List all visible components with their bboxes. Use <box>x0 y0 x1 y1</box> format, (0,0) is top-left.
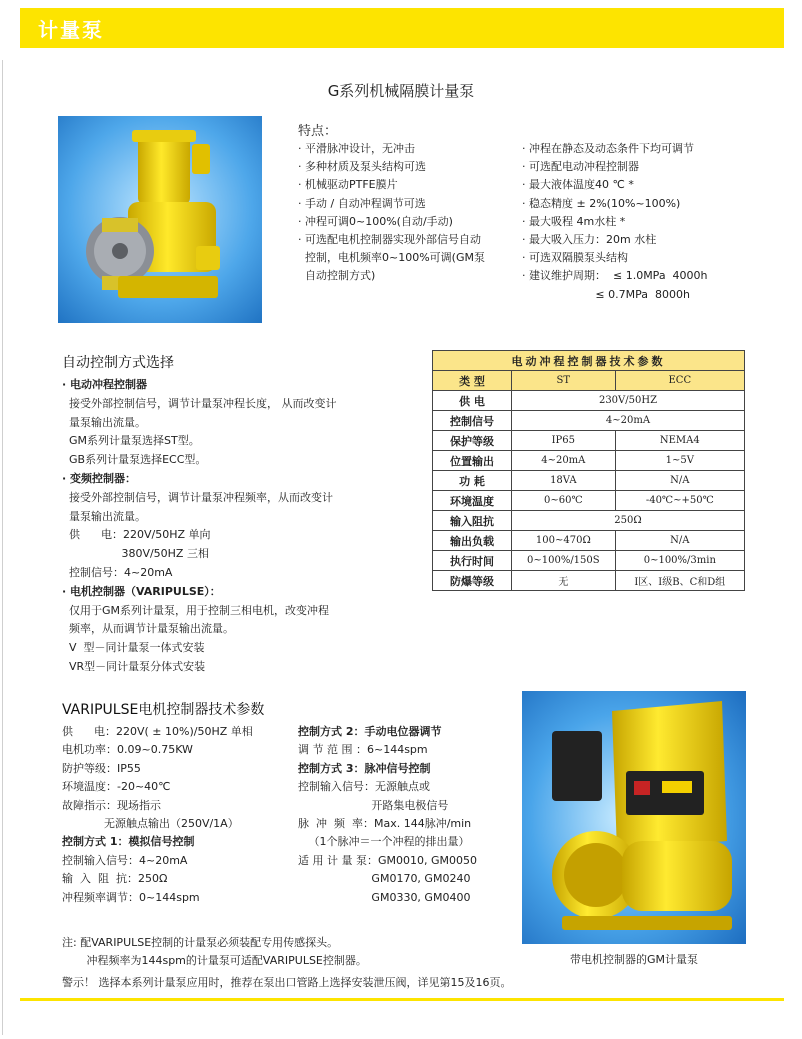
table-row <box>433 411 745 431</box>
auto-control-line: GB系列计量泵选择ECC型。 <box>62 453 207 467</box>
row-value-st: 0~60℃ <box>512 491 616 511</box>
spec-line: GM0330, GM0400 <box>298 890 471 904</box>
left-divider <box>2 60 3 1035</box>
table-row <box>433 551 745 571</box>
pump-illustration <box>58 116 262 323</box>
spec-line: 控制输入信号：4~20mA <box>62 853 188 867</box>
spec-line: 控制输入信号：无源触点或 <box>298 780 430 794</box>
control-mode-heading: 控制方式 2：手动电位器调节 <box>298 725 442 738</box>
auto-control-line: 量泵输出流量。 <box>62 415 146 429</box>
row-value-st: 18VA <box>512 471 616 491</box>
feature-item: · 稳态精度 ± 2%(10%~100%) <box>522 196 681 210</box>
row-label: 环境温度 <box>433 491 512 511</box>
auto-control-line: V 型－同计量泵一体式安装 <box>62 641 205 655</box>
auto-control-line: GM系列计量泵选择ST型。 <box>62 434 200 448</box>
table-row <box>433 511 745 531</box>
spec-line: 适 用 计 量 泵：GM0010, GM0050 <box>298 853 477 867</box>
feature-item: · 最大吸程 4m水柱 * <box>522 214 626 228</box>
auto-control-line: 频率，从而调节计量泵输出流量。 <box>62 622 234 636</box>
auto-control-line: 控制信号：4~20mA <box>62 565 173 579</box>
auto-control-heading: · 电动冲程控制器 <box>62 378 148 391</box>
features-col-1 <box>298 140 485 286</box>
spec-line: 环境温度：-20~40℃ <box>62 780 171 794</box>
row-label: 执行时间 <box>433 551 512 571</box>
control-mode-heading: 控制方式 1：模拟信号控制 <box>62 835 195 849</box>
header-bar <box>20 8 784 48</box>
row-label: 防爆等级 <box>433 571 512 591</box>
notes <box>62 934 512 992</box>
varipulse-title: VARIPULSE电机控制器技术参数 <box>62 702 265 718</box>
type-ecc: ECC <box>615 371 744 391</box>
note-line: 冲程频率为144spm的计量泵可适配VARIPULSE控制器。 <box>62 954 367 967</box>
varipulse-left-col <box>62 723 253 907</box>
spec-line: 调 节 范 围 ：6~144spm <box>298 743 428 757</box>
table-row <box>433 451 745 471</box>
feature-item: · 可选双隔膜泵头结构 <box>522 251 628 265</box>
spec-line: 输 入 阻 抗：250Ω <box>62 872 168 886</box>
auto-control-heading: · 电机控制器（VARIPULSE）： <box>62 584 221 598</box>
row-label: 位置输出 <box>433 451 512 471</box>
gm-pump-photo <box>522 691 746 944</box>
row-value-st: 100~470Ω <box>512 531 616 551</box>
product-title: G系列机械隔膜计量泵 <box>327 82 475 100</box>
feature-item: · 多种材质及泵头结构可选 <box>298 160 426 174</box>
row-value-st: 0~100%/150S <box>512 551 616 571</box>
spec-line: （1个脉冲＝一个冲程的排出量） <box>298 835 470 849</box>
auto-control-line: 接受外部控制信号，调节计量泵冲程长度， 从而改变计 <box>62 396 337 410</box>
type-st: ST <box>512 371 616 391</box>
table-row <box>433 471 745 491</box>
feature-item: · 机械驱动PTFE膜片 <box>298 178 398 192</box>
row-value-ecc: NEMA4 <box>615 431 744 451</box>
varipulse-right-col <box>298 723 477 907</box>
row-value-st: 无 <box>512 571 616 591</box>
row-label: 输出负载 <box>433 531 512 551</box>
row-value: 4~20mA <box>512 411 745 431</box>
feature-item: · 最大吸入压力：20m 水柱 <box>522 233 657 247</box>
features-col-2 <box>522 140 708 304</box>
row-label: 控制信号 <box>433 411 512 431</box>
spec-line: 开路集电极信号 <box>298 798 449 812</box>
row-value-st: 4~20mA <box>512 451 616 471</box>
table-row <box>433 491 745 511</box>
spec-line: 故障指示：现场指示 <box>62 798 161 812</box>
photo-caption: 带电机控制器的GM计量泵 <box>569 953 698 966</box>
feature-item: · 最大液体温度40 ℃ * <box>522 178 634 192</box>
auto-control-line: 量泵输出流量。 <box>62 509 146 523</box>
spec-line: 防护等级：IP55 <box>62 761 141 775</box>
row-value-st: IP65 <box>512 431 616 451</box>
spec-line: 无源触点输出（250V/1A） <box>62 817 239 831</box>
row-value-ecc: -40℃~+50℃ <box>615 491 744 511</box>
row-label: 保护等级 <box>433 431 512 451</box>
feature-item: · 可选配电动冲程控制器 <box>522 160 639 174</box>
row-value: 230V/50HZ <box>512 391 745 411</box>
auto-control-line: 接受外部控制信号，调节计量泵冲程频率，从而改变计 <box>62 490 333 504</box>
auto-control-heading: · 变频控制器： <box>62 471 137 485</box>
row-label: 供 电 <box>433 391 512 411</box>
table-row <box>433 571 745 591</box>
auto-control-line: VR型－同计量泵分体式安装 <box>62 659 206 673</box>
table-caption: 电动冲程控制器技术参数 <box>433 351 745 371</box>
row-value-ecc: I区、I级B、C和D组 <box>615 571 744 591</box>
warning-line: 警示！ 选择本系列计量泵应用时，推荐在泵出口管路上选择安装泄压阀，详见第15及16页。 <box>62 976 512 989</box>
footer-rule <box>20 998 784 1001</box>
feature-item: · 手动 / 自动冲程调节可选 <box>298 196 426 210</box>
auto-control-title: 自动控制方式选择 <box>62 355 174 371</box>
auto-control-line: 380V/50HZ 三相 <box>62 547 209 561</box>
table-row <box>433 391 745 411</box>
feature-item: · 冲程可调0~100%(自动/手动) <box>298 214 453 228</box>
row-value-ecc: N/A <box>615 471 744 491</box>
row-value: 250Ω <box>512 511 745 531</box>
feature-item: · 冲程在静态及动态条件下均可调节 <box>522 142 694 155</box>
control-mode-heading: 控制方式 3：脉冲信号控制 <box>298 761 431 775</box>
controller-spec-table <box>432 350 745 591</box>
feature-item: ≤ 0.7MPa 8000h <box>522 287 690 301</box>
feature-item: · 平滑脉冲设计，无冲击 <box>298 142 415 155</box>
spec-line: 电机功率：0.09~0.75KW <box>62 743 193 757</box>
feature-item: · 可选配电机控制器实现外部信号自动 <box>298 233 481 247</box>
spec-line: GM0170, GM0240 <box>298 872 471 886</box>
table-row <box>433 531 745 551</box>
gm-pump-illustration <box>522 691 746 944</box>
feature-item: 控制，电机频率0~100%可调(GM泵 <box>298 251 485 265</box>
row-value-ecc: 0~100%/3min <box>615 551 744 571</box>
page-title: 计量泵 <box>38 18 104 42</box>
spec-line: 脉 冲 频 率：Max. 144脉冲/min <box>298 817 472 831</box>
row-value-ecc: 1~5V <box>615 451 744 471</box>
row-value-ecc: N/A <box>615 531 744 551</box>
note-line: 注: 配VARIPULSE控制的计量泵必须装配专用传感探头。 <box>62 936 339 949</box>
type-label: 类 型 <box>433 371 512 391</box>
pump-photo <box>58 116 262 323</box>
feature-item: 自动控制方式) <box>298 269 376 283</box>
auto-control-list <box>62 376 337 677</box>
spec-line: 冲程频率调节：0~144spm <box>62 890 200 904</box>
spec-line: 供 电：220V( ± 10%)/50HZ 单相 <box>62 725 253 738</box>
table-row <box>433 431 745 451</box>
row-label: 功 耗 <box>433 471 512 491</box>
auto-control-line: 供 电：220V/50HZ 单向 <box>62 528 211 542</box>
features-heading: 特点： <box>298 124 338 139</box>
feature-item: · 建议维护周期： ≤ 1.0MPa 4000h <box>522 269 708 283</box>
auto-control-line: 仅用于GM系列计量泵，用于控制三相电机，改变冲程 <box>62 603 330 617</box>
row-label: 输入阻抗 <box>433 511 512 531</box>
